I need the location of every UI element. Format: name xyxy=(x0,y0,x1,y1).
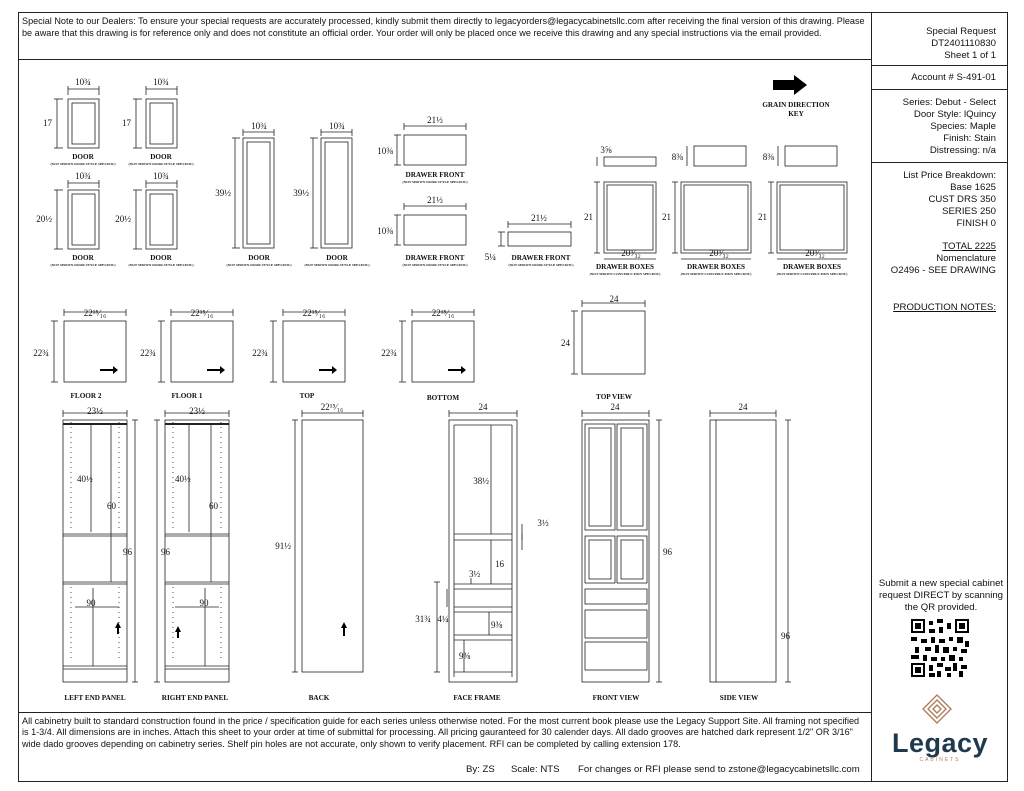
finish-field: Finish: Stain xyxy=(943,133,996,144)
qr-note: Submit a new special cabinet request DIRECT by scanning the QR provided. xyxy=(878,578,1004,613)
drawer-box-part xyxy=(662,146,752,276)
price-cust-drs: CUST DRS 350 xyxy=(928,194,996,205)
production-notes: PRODUCTION NOTES: xyxy=(893,302,996,313)
request-title: Special Request xyxy=(926,26,996,37)
part-label: BACK xyxy=(308,694,330,702)
door-part xyxy=(122,77,194,166)
dim-label: 20³⁄₃₂ xyxy=(805,248,825,258)
grain-arrow-icon xyxy=(773,75,807,95)
drawer-box-part xyxy=(758,146,848,276)
list-price-title: List Price Breakdown: xyxy=(903,170,996,181)
part-label: FRONT VIEW xyxy=(592,694,640,702)
part-label: DRAWER BOXES xyxy=(595,263,655,271)
dim-label: 10¾ xyxy=(153,77,169,87)
dim-label: 90 xyxy=(199,598,209,608)
dim-label: 24 xyxy=(478,402,488,412)
grain-arrow-icon xyxy=(100,366,118,374)
dim-label: 3½ xyxy=(537,518,549,528)
part-label: BOTTOM xyxy=(426,394,460,402)
left-end-panel xyxy=(63,406,138,702)
price-total: TOTAL 2225 xyxy=(942,241,996,252)
dim-label: 38½ xyxy=(473,476,489,486)
request-number: DT2401110830 xyxy=(931,38,996,49)
price-base: Base 1625 xyxy=(950,182,996,193)
door-part xyxy=(215,121,292,267)
floor2-part xyxy=(33,308,126,400)
series-field: Series: Debut - Select xyxy=(902,97,996,108)
grain-arrow-icon xyxy=(448,366,466,374)
legacy-logo-wordmark: Legacy xyxy=(891,728,989,758)
part-label: FACE FRAME xyxy=(453,694,501,702)
dealer-note: Special Note to our Dealers: To ensure your special requests are accurately processed, kindly submit them directly to legacyorders@legacycabinetsllc.com after receiving the final version of this drawing. Please be aware that this drawing is for reference only and does not constitute an official order. Your order will only be placed once we receive this drawing and any special instructions via the email provided. xyxy=(22,16,865,38)
dim-label: 21½ xyxy=(427,115,443,125)
part-label: RIGHT END PANEL xyxy=(161,694,229,702)
species-field: Species: Maple xyxy=(930,121,996,132)
door-part xyxy=(36,171,116,267)
part-label: DRAWER FRONT xyxy=(511,254,571,262)
drawer-front-part xyxy=(377,115,468,184)
dim-label: 3⅝ xyxy=(600,145,612,155)
dim-label: 21 xyxy=(584,212,593,222)
part-note: (NOT SHOWN DOOR STYLE SPECIFIC) xyxy=(508,263,574,267)
dim-label: 24 xyxy=(561,338,570,348)
part-label: FLOOR 1 xyxy=(171,392,203,400)
dim-label: 39½ xyxy=(215,188,231,198)
floor1-part xyxy=(140,308,233,400)
dim-label: 20³⁄₃₂ xyxy=(621,248,641,258)
grain-arrow-icon xyxy=(175,626,181,638)
part-label: DRAWER BOXES xyxy=(782,263,842,271)
part-label: TOP xyxy=(299,392,315,400)
legacy-logo-icon xyxy=(922,694,952,724)
top-note-divider xyxy=(18,59,872,60)
dim-label: 21½ xyxy=(427,195,443,205)
bottom-part xyxy=(381,308,474,402)
distressing-field: Distressing: n/a xyxy=(929,145,996,156)
sidebar-rule xyxy=(871,65,1008,66)
dim-label: 3½ xyxy=(469,569,481,579)
part-note: (NOT SHOWN DOOR STYLE SPECIFIC) xyxy=(50,162,116,166)
part-note: (NOT SHOWN DOOR STYLE SPECIFIC) xyxy=(50,263,116,267)
part-label: TOP VIEW xyxy=(596,393,632,401)
dim-label: 10¾ xyxy=(153,171,169,181)
dim-label: 22¾ xyxy=(33,348,49,358)
front-view xyxy=(582,402,673,702)
construction-note: All cabinetry built to standard construction found in the price / specification guide for each series unless otherwise noted. For the most current book please use the Legacy Support Site. All framing not specified is 1-3/4. All dimensions are in inches. Attach this sheet to your order at time of submittal for processing. All pricing gauranteed for 30 calender days. All dado grooves are hatched dark represent 1/2" OR 3/16" wide dado grooves depending on cabinetry series. Shelf pin holes are not accurate, only shown to verify placement. RFI can be completed by calling extension 178. xyxy=(22,716,860,749)
dim-label: 20³⁄₃₂ xyxy=(709,248,729,258)
dim-label: 8⅜ xyxy=(671,152,683,162)
dim-label: 16 xyxy=(495,559,504,569)
drawer-box-part xyxy=(584,145,661,276)
dim-label: 24 xyxy=(609,294,619,304)
account-number: Account # S-491-01 xyxy=(911,72,996,83)
dim-label: 5¼ xyxy=(484,252,496,262)
dim-label: 24 xyxy=(738,402,748,412)
drawer-front-part xyxy=(485,213,575,267)
part-label: SIDE VIEW xyxy=(719,694,759,702)
door-part xyxy=(115,171,194,267)
dim-label: 10¾ xyxy=(75,77,91,87)
part-label: LEFT END PANEL xyxy=(64,694,126,702)
door-part xyxy=(293,121,370,267)
dim-label: 22¹⁵⁄₁₆ xyxy=(320,402,344,412)
dim-label: 60 xyxy=(209,501,218,511)
dim-label: 91½ xyxy=(275,541,291,551)
dim-label: 8⅜ xyxy=(762,152,774,162)
part-note: (NOT SHOWN CONSTRUCTION SPECIFIC) xyxy=(776,272,848,276)
dim-label: 96 xyxy=(663,547,672,557)
dim-label: 20½ xyxy=(115,214,131,224)
dim-label: 60 xyxy=(107,501,116,511)
dim-label: 23½ xyxy=(87,406,103,416)
dim-label: 31¾ xyxy=(415,614,431,624)
dim-label: 17 xyxy=(43,118,52,128)
dim-label: 22¹⁵⁄₁₆ xyxy=(431,308,455,318)
dim-label: 22¾ xyxy=(140,348,156,358)
part-label: DOOR xyxy=(150,254,172,262)
dim-label: 9⅜ xyxy=(491,620,503,630)
face-frame xyxy=(415,402,549,702)
dim-label: 20½ xyxy=(36,214,52,224)
cabinet-drawing xyxy=(19,62,871,710)
part-note: (NOT SHOWN DOOR STYLE SPECIFIC) xyxy=(402,180,468,184)
legacy-logo-subtext: CABINETS xyxy=(919,757,961,763)
dim-label: 22¹⁵⁄₁₆ xyxy=(190,308,214,318)
dim-label: 40½ xyxy=(175,474,191,484)
grain-arrow-icon xyxy=(115,622,121,634)
part-label: FLOOR 2 xyxy=(70,392,102,400)
dim-label: 96 xyxy=(123,547,132,557)
dim-label: 22¹⁵⁄₁₆ xyxy=(302,308,326,318)
part-label: DOOR xyxy=(150,153,172,161)
grain-arrow-icon xyxy=(341,622,347,636)
qr-code-icon[interactable] xyxy=(911,619,969,677)
door-style-field: Door Style: lQuincy xyxy=(913,109,996,120)
part-note: (NOT SHOWN CONSTRUCTION SPECIFIC) xyxy=(589,272,661,276)
bottom-note-divider xyxy=(18,712,872,713)
dim-label: 24 xyxy=(610,402,620,412)
dim-label: 22¾ xyxy=(252,348,268,358)
scale: Scale: NTS xyxy=(511,764,560,775)
dim-label: 9⅜ xyxy=(459,651,471,661)
part-note: (NOT SHOWN DOOR STYLE SPECIFIC) xyxy=(402,263,468,267)
top-view xyxy=(561,294,645,401)
dim-label: 10¾ xyxy=(329,121,345,131)
dim-label: 21½ xyxy=(531,213,547,223)
part-note: (NOT SHOWN DOOR STYLE SPECIFIC) xyxy=(128,162,194,166)
part-note: (NOT SHOWN DOOR STYLE SPECIFIC) xyxy=(128,263,194,267)
dim-label: 17 xyxy=(122,118,131,128)
sidebar-divider xyxy=(871,12,872,782)
price-finish: FINISH 0 xyxy=(956,218,996,229)
grain-arrow-icon xyxy=(319,366,337,374)
grain-arrow-icon xyxy=(207,366,225,374)
nomenclature-label: Nomenclature xyxy=(936,253,996,264)
part-label: DRAWER FRONT xyxy=(405,171,465,179)
dim-label: 21 xyxy=(758,212,767,222)
dim-label: 39½ xyxy=(293,188,309,198)
part-note: (NOT SHOWN DOOR STYLE SPECIFIC) xyxy=(226,263,292,267)
sidebar-rule xyxy=(871,89,1008,90)
dim-label: 10⅜ xyxy=(377,146,393,156)
dim-label: 23½ xyxy=(189,406,205,416)
drawer-front-part xyxy=(377,195,468,267)
dim-label: 96 xyxy=(161,547,170,557)
dim-label: 10⅜ xyxy=(377,226,393,236)
back-part xyxy=(275,402,363,702)
dim-label: 10¾ xyxy=(75,171,91,181)
right-end-panel xyxy=(154,406,229,702)
part-label: DRAWER BOXES xyxy=(686,263,746,271)
dim-label: 4¼ xyxy=(437,614,449,624)
sidebar-rule xyxy=(871,162,1008,163)
nomenclature-value: O2496 - SEE DRAWING xyxy=(890,265,996,276)
price-series: SERIES 250 xyxy=(942,206,996,217)
rfi-contact: For changes or RFI please send to zstone@legacycabinetsllc.com xyxy=(578,764,860,775)
dim-label: 10¾ xyxy=(251,121,267,131)
grain-key-label: KEY xyxy=(788,110,804,118)
dim-label: 22¾ xyxy=(381,348,397,358)
dim-label: 96 xyxy=(781,631,790,641)
grain-key-label: GRAIN DIRECTION xyxy=(762,101,830,109)
part-label: DOOR xyxy=(72,153,94,161)
part-label: DRAWER FRONT xyxy=(405,254,465,262)
part-label: DOOR xyxy=(72,254,94,262)
sheet-number: Sheet 1 of 1 xyxy=(944,50,996,61)
door-part xyxy=(43,77,116,166)
dim-label: 21 xyxy=(662,212,671,222)
part-label: DOOR xyxy=(248,254,270,262)
side-view xyxy=(710,402,791,702)
dim-label: 22¹⁵⁄₁₆ xyxy=(83,308,107,318)
part-label: DOOR xyxy=(326,254,348,262)
part-note: (NOT SHOWN CONSTRUCTION SPECIFIC) xyxy=(680,272,752,276)
part-note: (NOT SHOWN DOOR STYLE SPECIFIC) xyxy=(304,263,370,267)
top-part xyxy=(252,308,345,400)
dim-label: 40½ xyxy=(77,474,93,484)
dim-label: 90 xyxy=(86,598,96,608)
drawn-by: By: ZS xyxy=(466,764,495,775)
